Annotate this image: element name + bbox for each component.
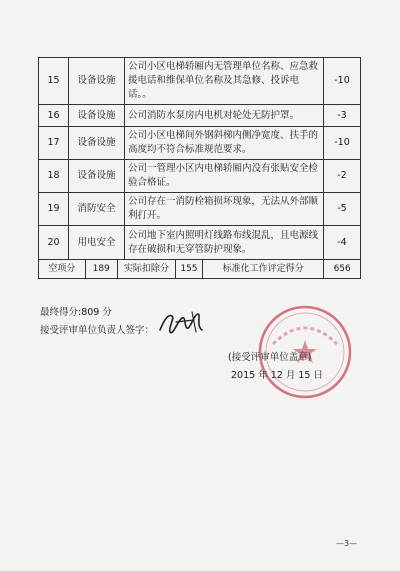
row-description: 公司存在一消防栓箱损坏现象，无法从外部顺利打开。: [125, 193, 324, 226]
table-row: [39, 226, 361, 260]
row-category: 设备设施: [69, 160, 125, 193]
row-score: -10: [324, 58, 361, 105]
evaluation-table: [38, 57, 361, 279]
row-number: 18: [39, 160, 69, 193]
deduction-value: 155: [175, 260, 202, 278]
row-category: 消防安全: [69, 193, 125, 226]
row-description: 公司小区电梯轿厢内无管理单位名称、应急救援电话和维保单位名称及其急修、投诉电话。。: [125, 58, 324, 105]
standard-score-value: 656: [333, 264, 351, 274]
row-category: 设备设施: [69, 58, 125, 105]
row-score: -4: [324, 226, 361, 260]
row-description: 公司消防水泵房内电机对轮处无防护罩。: [125, 105, 324, 127]
row-category: 设备设施: [69, 127, 125, 160]
page-number: —3—: [336, 539, 358, 548]
handwritten-signature: [156, 308, 208, 338]
row-number: 17: [39, 127, 69, 160]
row-score: -3: [324, 105, 361, 127]
row-number: 16: [39, 105, 69, 127]
row-description: 公司一管理小区内电梯轿厢内没有张贴安全检验合格证。: [125, 160, 324, 193]
summary-row: [39, 260, 361, 279]
deduction-label: 实际扣除分: [117, 260, 175, 278]
table-row: [39, 105, 361, 127]
row-description: 公司地下室内照明灯线路布线混乱，且电源线存在破损和无穿管防护现象。: [125, 226, 324, 260]
row-number: 20: [39, 226, 69, 260]
table-row: [39, 193, 361, 226]
row-number: 19: [39, 193, 69, 226]
row-category: 设备设施: [69, 105, 125, 127]
standard-score-label: 标准化工作评定得分: [202, 260, 323, 278]
signer-label: 接受评审单位负责人签字：: [40, 325, 155, 336]
table-row: [39, 58, 361, 105]
row-number: 15: [39, 58, 69, 105]
blank-score-value: 189: [85, 260, 117, 278]
blank-score-label: 空项分: [39, 260, 85, 278]
row-description: 公司小区电梯间外钢斜梯内侧净宽度、扶手的高度均不符合标准规范要求。: [125, 127, 324, 160]
row-score: -5: [324, 193, 361, 226]
seal-note: (接受评审单位盖章): [228, 352, 312, 363]
row-score: -10: [324, 127, 361, 160]
row-category: 用电安全: [69, 226, 125, 260]
signing-date: 2015 年 12 月 15 日: [231, 370, 323, 381]
final-score: 最终得分:809 分: [40, 307, 112, 318]
table-row: [39, 160, 361, 193]
table-row: [39, 127, 361, 160]
row-score: -2: [324, 160, 361, 193]
